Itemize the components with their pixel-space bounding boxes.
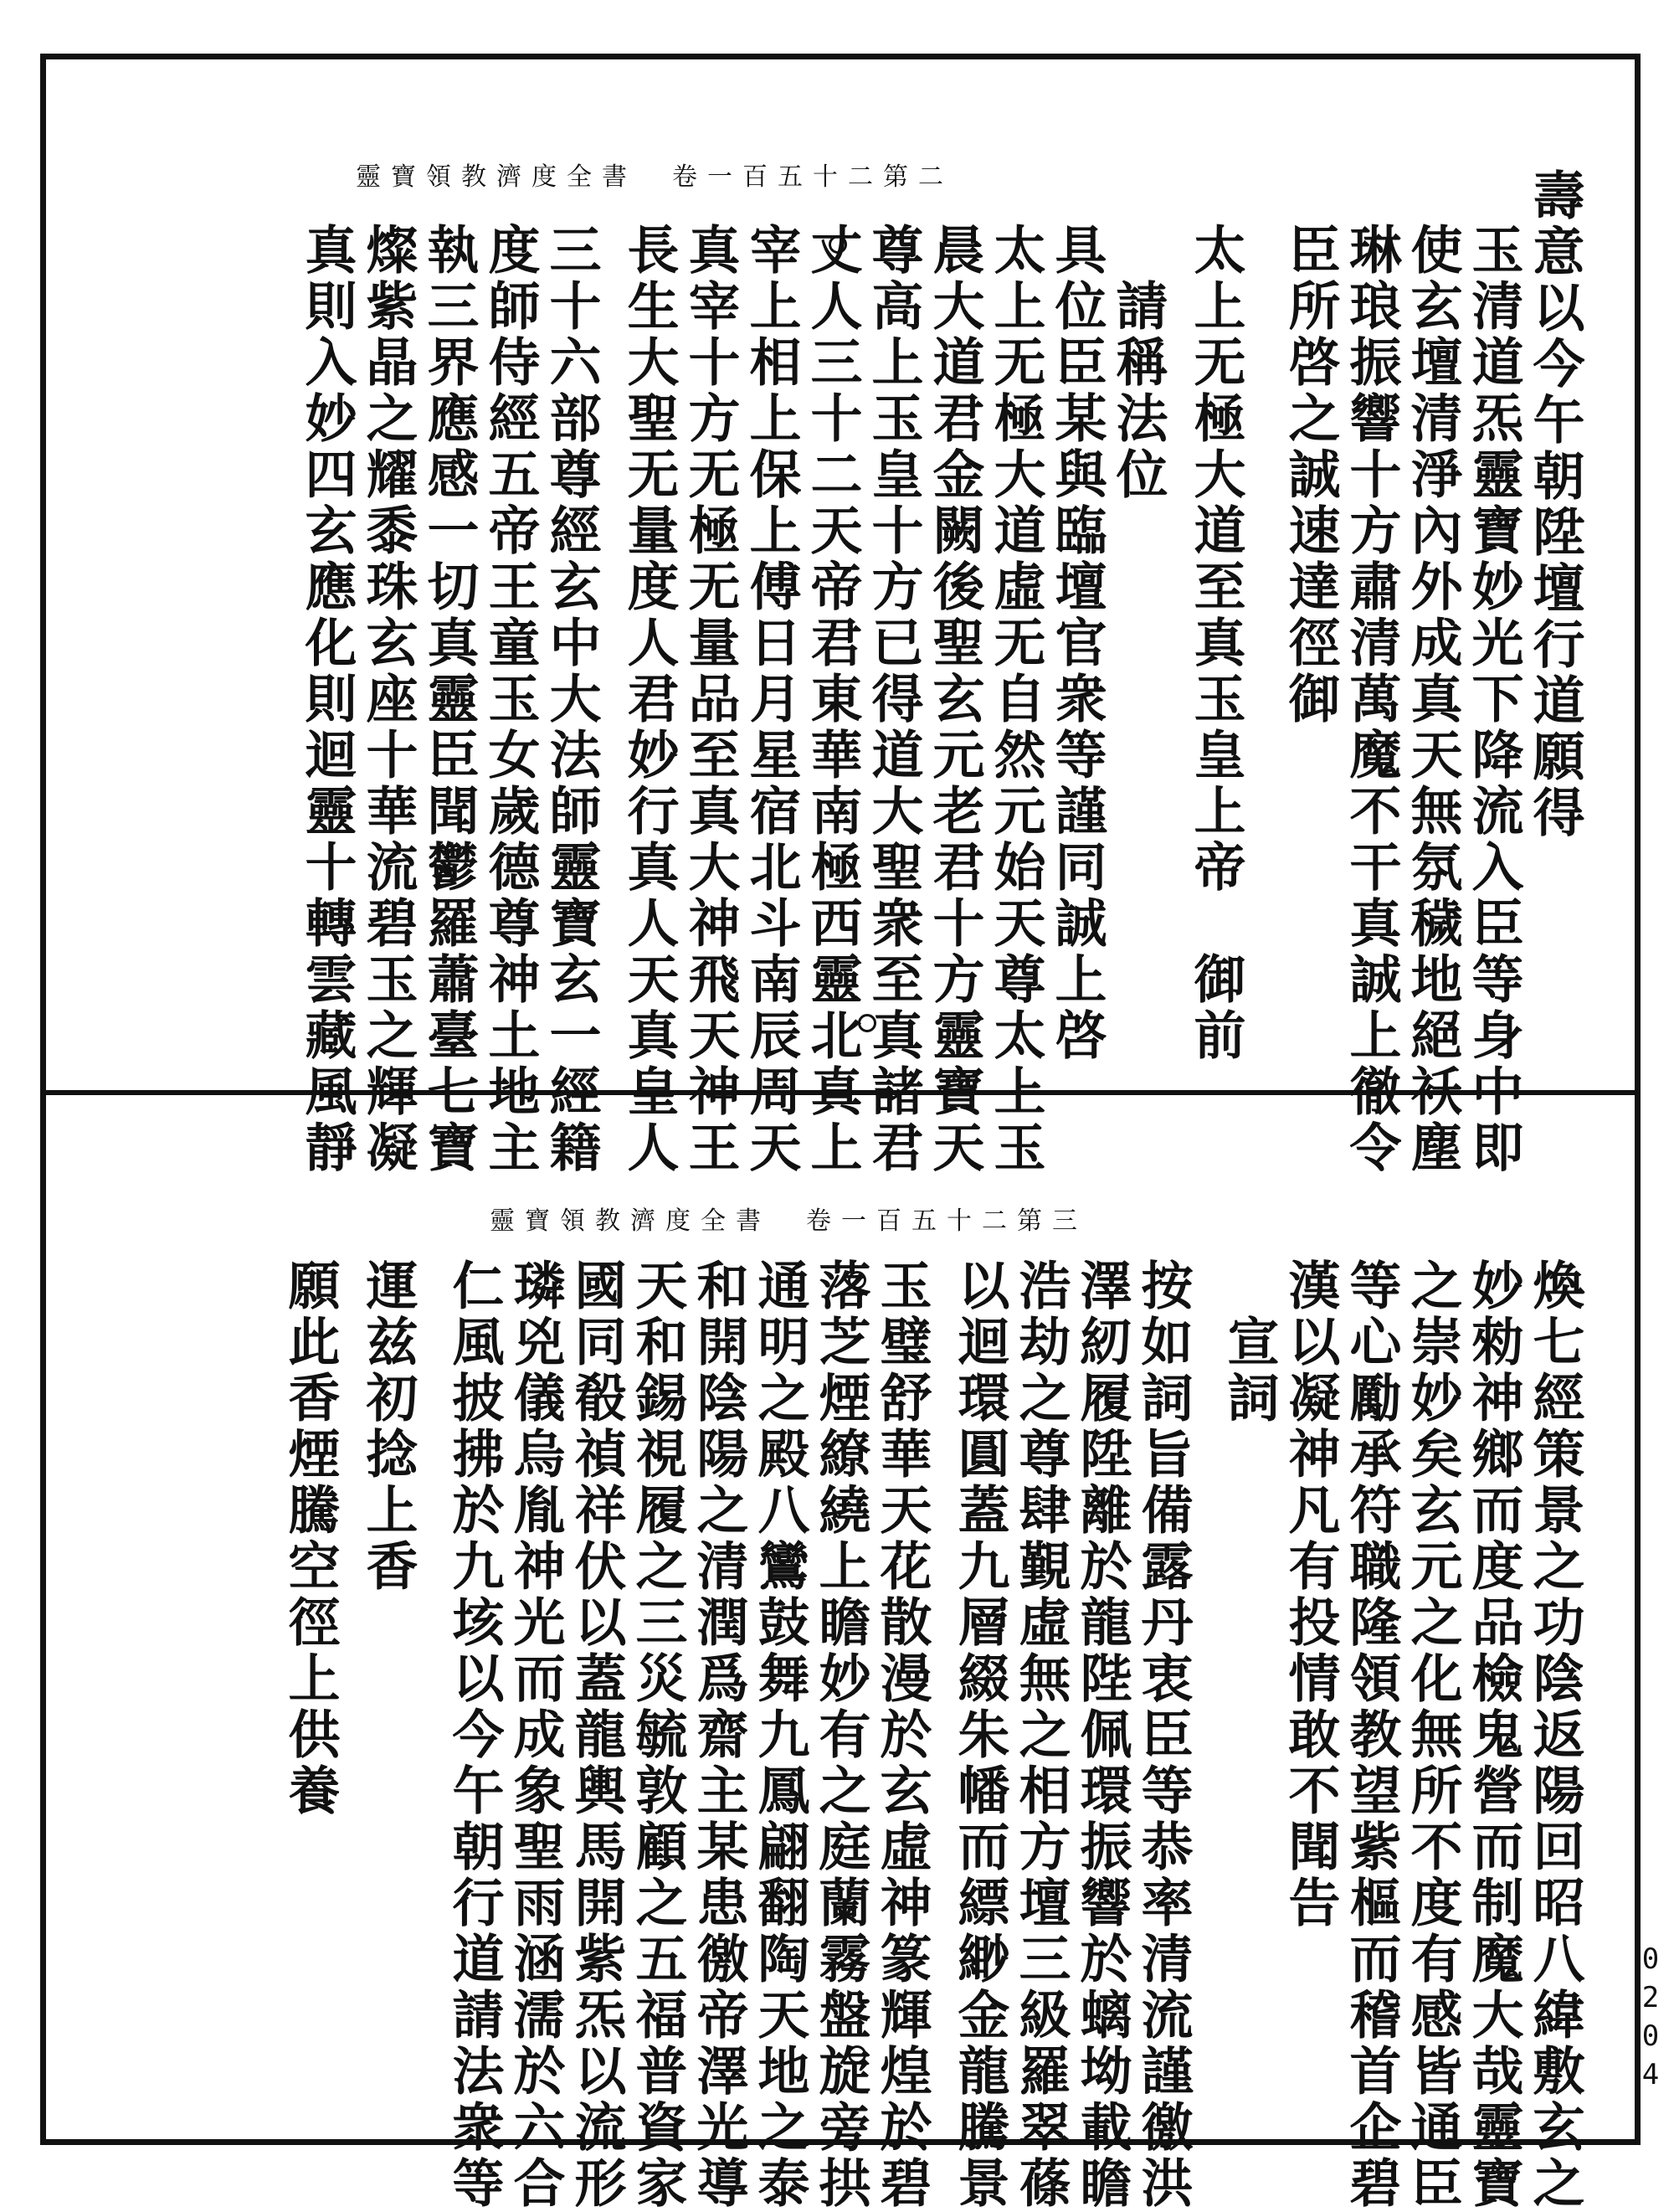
- bottom-col-17: 璘兇儀烏胤神光而成象聖雨涵濡於六合: [505, 1258, 566, 2212]
- bottom-panel: [46, 1095, 1635, 2212]
- top-col-8: 具位臣某與臨壇官衆等謹同誠上啓: [1046, 223, 1107, 1064]
- bottom-col-19: 運兹初捻上香: [357, 1258, 418, 1595]
- bottom-col-13: 通明之殿八鸞鼓舞九鳳翩翻陶天地之泰: [749, 1258, 810, 2212]
- circle-marker-icon: [829, 235, 847, 254]
- top-col-9: 太上无極大道虛无自然元始天尊太上玉: [985, 223, 1046, 1176]
- circle-marker-icon: [848, 1271, 866, 1289]
- top-col-7: 請稱法位: [1107, 223, 1168, 503]
- top-col-12: 丈人三十二天帝君東華南極西靈北真上: [802, 223, 863, 1176]
- bottom-col-16: 國同殽禎祥伏以蓋龍輿馬開紫炁以流形: [566, 1258, 627, 2212]
- top-col-3: 使玄壇清淨內外成真天無氛穢地絕袄塵: [1402, 223, 1463, 1176]
- bottom-col-18: 仁風披拂於九垓以今午朝行道請法衆等: [444, 1258, 505, 2212]
- bottom-col-7: 按如詞旨備露丹衷臣等恭率清流謹徼洪: [1132, 1258, 1194, 2212]
- bottom-col-4: 等心勵承符職隆領教望紫樞而稽首企碧: [1341, 1258, 1402, 2212]
- bottom-col-5: 漢以凝神凡有投情敢不聞告: [1280, 1258, 1341, 1932]
- top-col-10: 晨大道君金闕後聖玄元老君十方靈寶天: [924, 223, 985, 1176]
- bottom-col-9: 浩劫之尊肆覲虛無之相方壇三級羅翠蓧: [1010, 1258, 1071, 2212]
- top-col-16: 三十六部尊經玄中大法師靈寶玄一經籍: [541, 223, 602, 1176]
- bottom-col-10: 以迴環圓蓋九層綴朱幡而縹緲金龍騰景: [949, 1258, 1010, 2212]
- circle-marker-icon: [858, 1014, 876, 1032]
- bottom-col-11: 玉璧舒華天花散漫於玄虛神篆輝煌於碧: [871, 1258, 932, 2212]
- bottom-col-12: 落芝煙繚繞上瞻妙有之庭蘭霧盤旋旁拱: [810, 1258, 871, 2212]
- top-running-header: 靈寶領教濟度全書 卷一百五十二第二: [356, 162, 953, 192]
- top-col-5: 臣所啓之誠速達徑御: [1280, 223, 1341, 728]
- top-col-2: 玉清道炁靈寶妙光下降流入臣等身中即: [1463, 223, 1524, 1176]
- bottom-col-2: 妙勑神鄉而度品檢鬼營而制魔大哉靈寶: [1463, 1258, 1524, 2212]
- top-col-13: 宰上相上保上傅日月星宿北斗南辰周天: [741, 223, 802, 1176]
- bottom-col-3: 之崇妙矣玄元之化無所不度有感皆通臣: [1402, 1258, 1463, 2212]
- top-col-18: 執三界應感一切真靈臣聞鬱羅蕭臺七寶: [418, 223, 480, 1176]
- bottom-col-8: 澤紉履陞離於龍陛佩環振響於螭坳載瞻: [1071, 1258, 1132, 2212]
- top-panel: [46, 59, 1635, 1176]
- top-col-1: 壽意以今午朝陞壇行道願得: [1524, 168, 1585, 841]
- top-col-20: 真則入妙四玄應化則迴靈十轉雲藏風靜: [296, 223, 357, 1176]
- top-col-4: 琳琅振響十方肅清萬魔不干真誠上徹令: [1341, 223, 1402, 1176]
- top-col-15: 長生大聖无量度人君妙行真人天真皇人: [619, 223, 680, 1176]
- circle-marker-icon: [848, 2045, 866, 2064]
- top-col-11: 尊高上玉皇十方已得道大聖衆至真諸君: [863, 223, 924, 1176]
- bottom-col-14: 和開陰陽之清潤爲齋主某患徼帝澤光導: [688, 1258, 749, 2212]
- bottom-col-1: 煥七經策景之功陰返陽回昭八緯敷玄之: [1524, 1258, 1585, 2212]
- top-col-6: 太上无極大道至真玉皇上帝 御前: [1185, 223, 1246, 1064]
- top-col-17: 度師侍經五帝王童玉女歲德尊神土地主: [480, 223, 541, 1176]
- bottom-col-6: 宣詞: [1219, 1258, 1280, 1427]
- bottom-col-20: 願此香煙騰空徑上供養: [280, 1258, 341, 1819]
- bottom-running-header: 靈寶領教濟度全書 卷一百五十二第三: [490, 1206, 1087, 1236]
- top-col-14: 真宰十方无極无量品至真大神飛天神王: [680, 223, 741, 1176]
- page-number: 0204: [1634, 1942, 1667, 2096]
- top-col-19: 燦紫晶之耀黍珠玄座十華流碧玉之輝凝: [357, 223, 418, 1176]
- bottom-col-15: 天和錫視履之三災毓敦顧之五福普資家: [627, 1258, 688, 2212]
